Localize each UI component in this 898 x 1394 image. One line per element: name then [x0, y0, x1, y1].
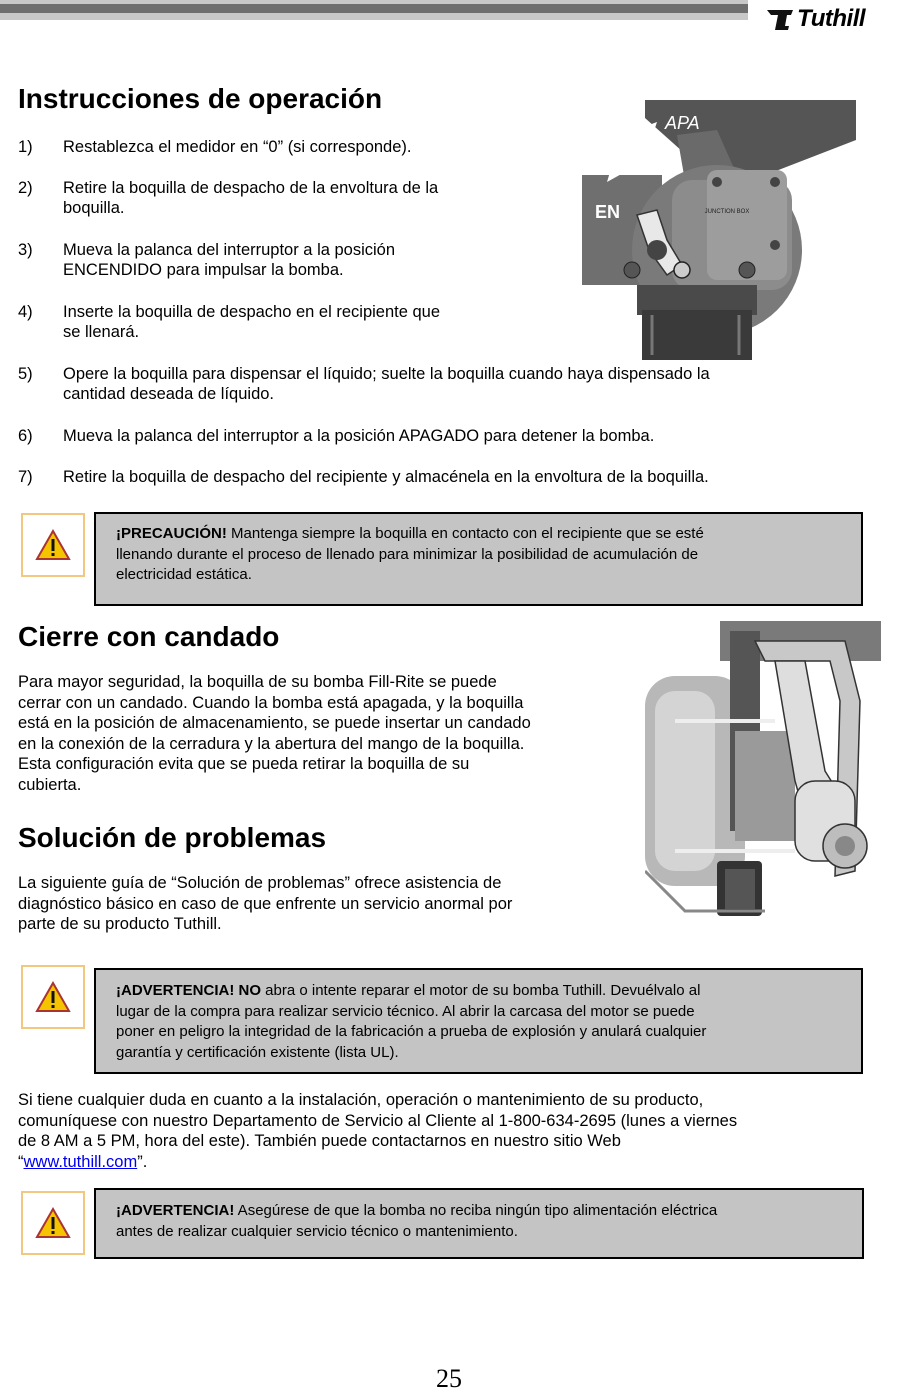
warning2-text — [116, 1201, 842, 1242]
para-line: diagnóstico básico en caso de que enfrente un servicio anormal por — [18, 894, 513, 913]
nozzle-lock-illustration — [645, 621, 881, 926]
step-text — [63, 302, 440, 342]
caution-line: llenando durante el proceso de llenado para minimizar la posibilidad de acumulación de — [116, 545, 699, 563]
step-text: Mueva la palanca del interruptor a la posición APAGADO para detener la bomba. — [63, 427, 655, 445]
step-number: 5) — [18, 365, 33, 383]
warning-line: abra o intente reparar el motor de su bomba Tuthill. Devuélvalo al — [261, 982, 701, 999]
caution-box — [94, 512, 863, 606]
step-line: Mueva la palanca del interruptor a la posición — [63, 241, 396, 259]
page-number: 25 — [436, 1364, 462, 1393]
para-line: comuníquese con nuestro Departamento de Servicio al Cliente al 1-800-634-2695 (lunes a viernes — [18, 1111, 738, 1130]
para-line: cerrar con un candado. Cuando la bomba está apagada, y la boquilla — [18, 693, 524, 712]
lock-title: Cierre con candado — [18, 621, 280, 652]
step-number: 2) — [18, 179, 33, 197]
step-text: Restablezca el medidor en “0” (si corresponde). — [63, 138, 412, 156]
warning-triangle-icon — [35, 529, 71, 561]
step-number: 1) — [18, 138, 33, 156]
caution-line: Mantenga siempre la boquilla en contacto con el recipiente que se esté — [226, 525, 704, 542]
para-line: está en la posición de almacenamiento, se puede insertar un candado — [18, 714, 531, 732]
warning-line: poner en peligro la integridad de la fabricación a prueba de explosión y anulará cualquier — [116, 1023, 707, 1040]
step-text — [63, 240, 395, 280]
pump-switch-illustration — [577, 100, 856, 360]
junction-box-label: JUNCTION BOX — [704, 209, 750, 215]
step-text — [63, 178, 438, 218]
header-band — [0, 4, 748, 13]
warning1-icon-frame — [21, 965, 85, 1029]
caution-text — [116, 524, 841, 586]
warning1-text — [116, 981, 841, 1063]
website-link[interactable]: www.tuthill.com — [23, 1152, 138, 1171]
para-line: en la conexión de la cerradura y la abertura del mango de la boquilla. — [18, 734, 525, 753]
quote-close: ”. — [137, 1152, 148, 1171]
tuthill-logo-mark-icon — [765, 6, 795, 32]
warning-line: Asegúrese de que la bomba no reciba ningún tipo alimentación eléctrica — [234, 1202, 718, 1219]
warning2-icon-frame — [21, 1191, 85, 1255]
para-line: La siguiente guía de “Solución de problemas” ofrece asistencia de — [18, 874, 502, 892]
step-text — [63, 364, 710, 404]
para-line: parte de su producto Tuthill. — [18, 915, 222, 933]
operation-title: Instrucciones de operación — [18, 83, 383, 114]
para-line: cubierta. — [18, 775, 82, 794]
para-line: Para mayor seguridad, la boquilla de su bomba Fill-Rite se puede — [18, 673, 497, 691]
step-number: 4) — [18, 303, 33, 321]
step-number: 7) — [18, 468, 33, 486]
step-line: Opere la boquilla para dispensar el líquido; suelte la boquilla cuando haya dispensado la — [63, 365, 710, 383]
caution-heading: ¡PRECAUCIÓN! — [116, 525, 227, 542]
off-label: APA — [665, 113, 700, 133]
warning-triangle-icon — [35, 1207, 71, 1239]
step-line: cantidad deseada de líquido. — [63, 385, 275, 403]
troubleshooting-title: Solución de problemas — [18, 822, 327, 853]
para-line: de 8 AM a 5 PM, hora del este). También puede contactarnos en nuestro sitio Web — [18, 1132, 621, 1150]
step-line: boquilla. — [63, 199, 125, 217]
lock-paragraph — [18, 672, 531, 795]
tuthill-logo — [765, 4, 865, 34]
warning-line: lugar de la compra para realizar servicio técnico. Al abrir la carcasa del motor se puede — [116, 1002, 695, 1020]
step-line: Inserte la boquilla de despacho en el recipiente que — [63, 303, 441, 321]
nozzle-lock-drawing — [645, 621, 881, 926]
warning-line: garantía y certificación existente (lista UL). — [116, 1043, 399, 1061]
para-line: Esta configuración evita que se pueda retirar la boquilla de su — [18, 755, 470, 773]
step-line: Retire la boquilla de despacho de la envoltura de la — [63, 179, 439, 197]
warning-line: antes de realizar cualquier servicio técnico o mantenimiento. — [116, 1222, 518, 1240]
contact-paragraph — [18, 1090, 737, 1172]
step-number: 3) — [18, 241, 33, 259]
on-label: EN — [595, 202, 621, 222]
warning-triangle-icon — [35, 981, 71, 1013]
warning1-heading: ¡ADVERTENCIA! NO — [116, 982, 261, 999]
brand-name: Tuthill — [797, 5, 866, 32]
troubleshooting-paragraph — [18, 873, 512, 935]
warning1-box — [94, 968, 863, 1074]
step-number: 6) — [18, 427, 33, 445]
warning2-box — [94, 1188, 864, 1259]
para-line: Si tiene cualquier duda en cuanto a la instalación, operación o mantenimiento de su producto, — [18, 1091, 704, 1109]
step-text: Retire la boquilla de despacho del recipiente y almacénela en la envoltura de la boquilla. — [63, 468, 709, 486]
step-line: ENCENDIDO para impulsar la bomba. — [63, 261, 344, 279]
pump-switch-drawing — [577, 100, 856, 360]
step-line: se llenará. — [63, 323, 140, 341]
header-bar — [0, 0, 748, 20]
caution-icon-frame — [21, 513, 85, 577]
quote-open: “ — [18, 1152, 24, 1171]
warning2-heading: ¡ADVERTENCIA! — [116, 1202, 235, 1219]
caution-line: electricidad estática. — [116, 566, 252, 583]
